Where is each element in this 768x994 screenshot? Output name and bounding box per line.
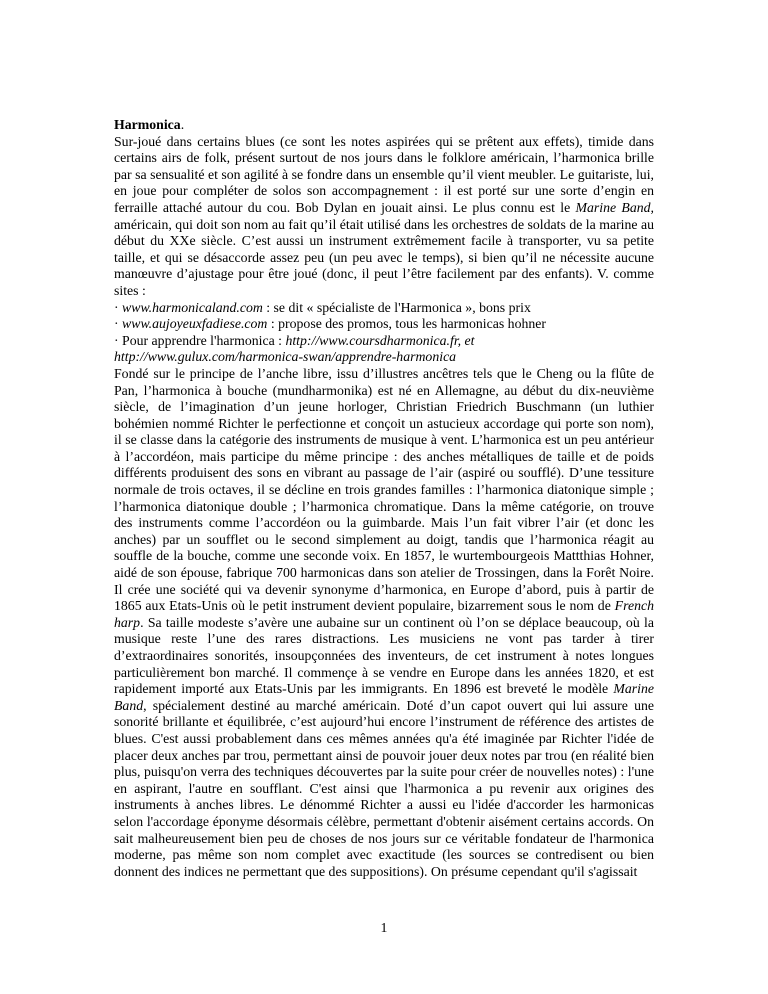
text-run: French harp — [114, 598, 654, 630]
text-run: Sur-joué dans certains blues (ce sont les notes aspirées qui se prêtent aux effets), timide dans certains airs de folk, présent surtout de nos jours dans le folklore américain, l’harmonica brille par sa sensualité et son agilité à se fondre dans un ensemble qu’il vient meubler. Le guitariste, lui, en joue pour compléter de solos son accompagnement : il est porté sur une sorte d’engin en ferraille attaché autour du cou. Bob Dylan en jouait ainsi. Le plus connu est le — [114, 133, 654, 215]
text-run: www.harmonicaland.com — [122, 299, 263, 315]
text-run: http://www.gulux.com/harmonica-swan/apprendre-harmonica — [114, 349, 457, 365]
text-run: · Pour apprendre l'harmonica : — [114, 332, 286, 348]
site-line-harmonicaland — [114, 300, 654, 317]
text-run: Marine Band, — [575, 199, 654, 215]
text-run: : se dit « spécialiste de l'Harmonica », bons prix — [262, 299, 531, 315]
page-number: 1 — [380, 920, 388, 935]
text-run: : propose des promos, tous les harmonicas hohner — [267, 316, 546, 332]
text-run: , spécialement destiné au marché américain. Doté d’un capot ouvert qui lui assure une sonorité brillante et équilibrée, c’est aujourd’hui encore l’instrument de référence des artistes de blues. C'est aussi probablement dans ces mêmes années qu'a été imaginée par Richter l'idée de placer deux anches par trou, permettant ainsi de pouvoir jouer deux notes par trou (en réalité bien plus, puisqu'on verra des techniques découvertes par la suite pour créer de nouvelles notes) : l'une en aspirant, l'autre en soufflant. C'est ainsi que l'harmonica a pu revenir aux origines des instruments à anches libres. Le dénommé Richter a aussi eu l'idée d'accorder les harmonicas selon l'accordage éponyme désormais célèbre, permettant d'obtenir aisément certains accords. On sait malheureusement bien peu de choses de nos jours sur ce véritable fondateur de l'harmonica moderne, pas même son nom complet avec exactitude (les sources se contredisent ou bien donnent des indices ne permettant que des suppositions). On présume cependant qu'il s'agissait — [114, 697, 654, 879]
intro-paragraph — [114, 134, 654, 300]
site-line-coursdharmonica — [114, 333, 654, 350]
text-run: américain, qui doit son nom au fait qu’il était utilisé dans les orchestres de soldats de la marine au début du XXe siècle. C’est aussi un instrument extrêmement facile à transporter, vu sa petite taille, et qui se désaccorde assez peu (un peu avec le temps), si bien qu’il ne nécessite aucune manœuvre d’ajustage pour être joué (donc, il peut l’être facilement par des enfants). V. comme sites : — [114, 216, 654, 298]
text-run: · — [114, 316, 123, 332]
text-run: · — [114, 299, 123, 315]
text-run: http://www.coursdharmonica.fr, et — [285, 332, 475, 348]
site-line-aujoyeuxfadiese — [114, 316, 654, 333]
text-run: Fondé sur le principe de l’anche libre, issu d’illustres ancêtres tels que le Cheng ou la flûte de Pan, l’harmonica à bouche (mundharmonika) est né en Allemagne, au début du dix-neuvième siècle, de l’imagination d’un jeune horloger, Christian Friedrich Buschmann (un luthier bohémien nommé Richter le perfectionne et conçoit un astucieux accordage qui porte son nom), il se classe dans la catégorie des instruments de musique à vent. L’harmonica est un peu antérieur à l’accordéon, mais participe du même principe : des anches métalliques de taille et de poids différents produisent des sons en vibrant au passage de l’air (aspiré ou soufflé). D’une tessiture normale de trois octaves, il se décline en trois grandes familles : l’harmonica diatonique simple ; l’harmonica diatonique double ; l’harmonica chromatique. Dans la même catégorie, on trouve des instruments comme l’accordéon ou la guimbarde. Mais l’un fait vibrer l’air (et donc les anches) par un soufflet ou le second simplement au doigt, tandis que l’harmonica réagit au souffle de la bouche, comme une seconde voix. En 1857, le wurtembourgeois Mattthias Hohner, aidé de son épouse, fabrique 700 harmonicas dans son atelier de Trossingen, dans la Forêt Noire. Il crée une société qui va devenir synonyme d’harmonica, en Europe d’abord, puis à partir de 1865 aux Etats-Unis où le petit instrument devient populaire, bizarrement sous le nom de — [114, 365, 654, 614]
text-run: Marine Band — [114, 681, 654, 713]
site-line-gulux — [114, 349, 654, 366]
text-run: www.aujoyeuxfadiese.com — [122, 316, 268, 332]
text-run: . Sa taille modeste s’avère une aubaine sur un continent où l’on se déplace beaucoup, où la musique reste l’une des rares distractions. Les musiciens ne vont pas tarder à tirer d’extraordinaires sonorités, insoupçonnées des inventeurs, de cet instrument à notes longues particulièrement bon marché. Il commençe à se vendre en Europe dans les années 1820, et est rapidement importé aux Etats-Unis par les immigrants. En 1896 est breveté le modèle — [114, 614, 654, 697]
document-title: Harmonica — [114, 117, 181, 132]
document-title-line — [114, 117, 654, 134]
history-paragraph — [114, 366, 654, 880]
document-title-period: . — [180, 117, 185, 132]
text-block — [114, 117, 654, 880]
